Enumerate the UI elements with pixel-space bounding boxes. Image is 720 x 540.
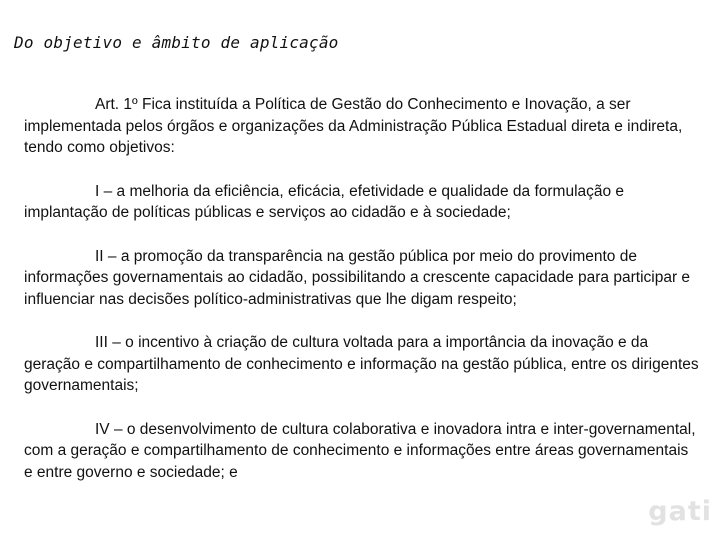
paragraph-item-ii: II – a promoção da transparência na gestão pública por meio do provimento de informações governamentais ao cidadão, possibilitando a crescente capacidade para participar e influenciar nas decisões político-administrativas que lhe digam respeito; — [24, 247, 691, 308]
document-body — [24, 94, 700, 505]
gati-logo: gati — [648, 496, 712, 527]
paragraph-item-i: I – a melhoria da eficiência, eficácia, efetividade e qualidade da formulação e implantação de políticas públicas e serviços ao cidadão e à sociedade; — [24, 182, 625, 221]
paragraph-article-1: Art. 1º Fica instituída a Política de Gestão do Conhecimento e Inovação, a ser implementada pelos órgãos e organizações da Administração Pública Estadual direta e indireta, tendo como objetivos: — [24, 96, 683, 156]
paragraph-item-iv: IV – o desenvolvimento de cultura colaborativa e inovadora intra e inter-governamental, com a geração e compartilhamento de conhecimento e informações entre áreas governamentais e entre governo e sociedade; e — [24, 420, 696, 481]
section-heading: Do objetivo e âmbito de aplicação — [14, 33, 339, 52]
paragraph-item-iii: III – o incentivo à criação de cultura voltada para a importância da inovação e da geração e compartilhamento de conhecimento e informação na gestão pública, entre os dirigentes governamentais; — [24, 334, 699, 394]
